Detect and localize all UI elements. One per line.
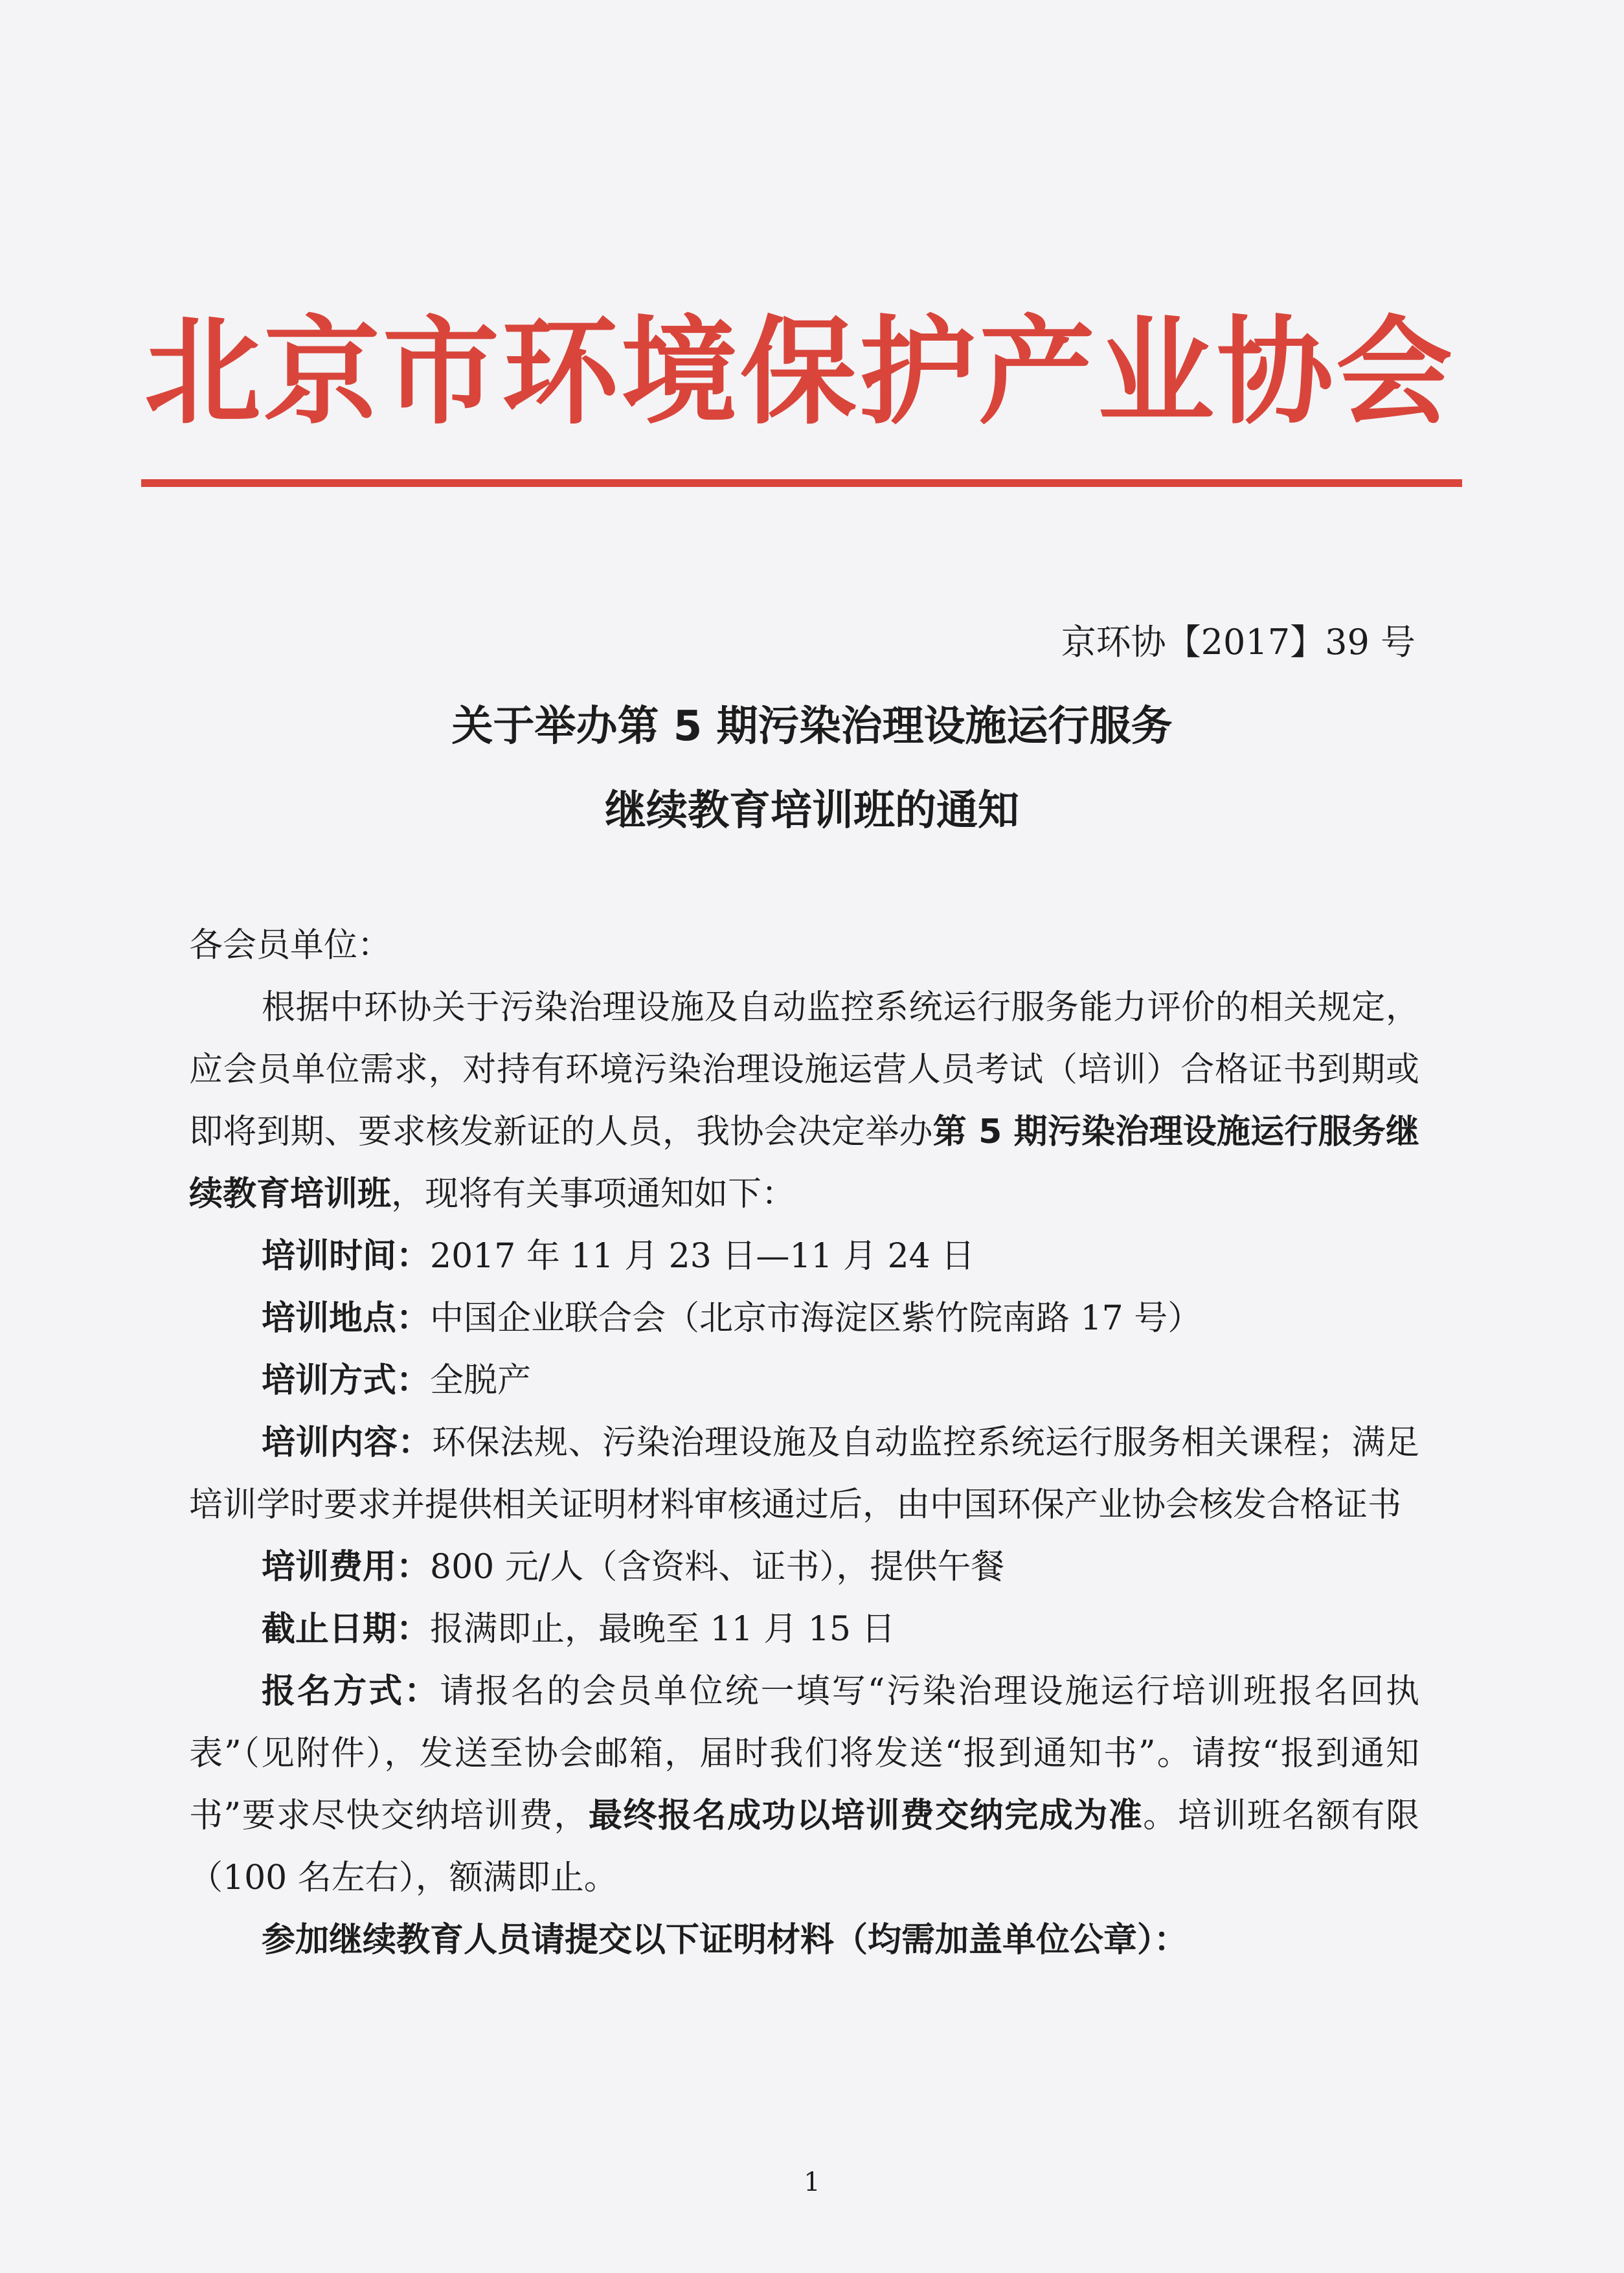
intro-bold: 第 5 期污染治理设施运行服务继续教育培训班	[189, 1113, 1419, 1214]
item-training-time	[189, 1225, 1419, 1287]
value-deadline: 报满即止，最晚至 11 月 15 日	[430, 1610, 896, 1649]
letterhead: 北京市环境保护产业协会	[144, 304, 1455, 440]
item-signup-method	[189, 1660, 1419, 1909]
value-training-mode: 全脱产	[430, 1361, 532, 1400]
item-deadline	[189, 1598, 1419, 1660]
label-deadline: 截止日期：	[262, 1610, 431, 1649]
intro-text-2: ，现将有关事项通知如下：	[391, 1175, 796, 1214]
intro-text-1: 根据中环协关于污染治理设施及自动监控系统运行服务能力评价的相关规定，应会员单位需求，对持有环境污染治理设施运营人员考试（培训）合格证书到期或即将到期、要求核发新证的人员，我协会决定举办	[189, 988, 1419, 1151]
value-training-fee: 800 元/人（含资料、证书），提供午餐	[430, 1548, 1005, 1587]
materials-heading: 参加继续教育人员请提交以下证明材料（均需加盖单位公章）：	[262, 1921, 1188, 1960]
salutation: 各会员单位：	[189, 926, 392, 965]
item-training-place	[189, 1287, 1419, 1350]
value-signup-bold: 最终报名成功以培训费交纳完成为准	[588, 1796, 1144, 1835]
item-training-content	[189, 1412, 1419, 1536]
value-signup-text-2: 。培训班名额有限（100 名左右），额满即止。	[189, 1796, 1419, 1897]
label-training-place: 培训地点：	[262, 1299, 431, 1338]
letterhead-rule	[141, 479, 1462, 487]
value-signup-text-1: 请报名的会员单位统一填写“污染治理设施运行培训班报名回执表”（见附件），发送至协会邮箱，届时我们将发送“报到通知书”。请按“报到通知书”要求尽快交纳培训费，	[189, 1672, 1419, 1835]
page-number: 1	[804, 2167, 820, 2197]
label-training-time: 培训时间：	[262, 1237, 431, 1276]
item-training-mode	[189, 1350, 1419, 1412]
title-line-2: 继续教育培训班的通知	[605, 787, 1019, 835]
intro-paragraph	[189, 977, 1419, 1225]
document-body	[189, 914, 1419, 1971]
value-training-time: 2017 年 11 月 23 日—11 月 24 日	[430, 1237, 975, 1276]
title-line-1: 关于举办第 5 期污染治理设施运行服务	[451, 703, 1173, 751]
label-training-fee: 培训费用：	[262, 1548, 431, 1587]
label-training-mode: 培训方式：	[262, 1361, 431, 1400]
item-training-fee	[189, 1536, 1419, 1598]
value-training-place: 中国企业联合会（北京市海淀区紫竹院南路 17 号）	[430, 1299, 1202, 1338]
label-training-content: 培训内容：	[262, 1423, 433, 1462]
label-signup-method: 报名方式：	[262, 1672, 440, 1711]
value-training-content: 环保法规、污染治理设施及自动监控系统运行服务相关课程；满足培训学时要求并提供相关证明材料审核通过后，由中国环保产业协会核发合格证书	[189, 1423, 1419, 1524]
document-number: 京环协【2017】39 号	[1061, 622, 1415, 662]
